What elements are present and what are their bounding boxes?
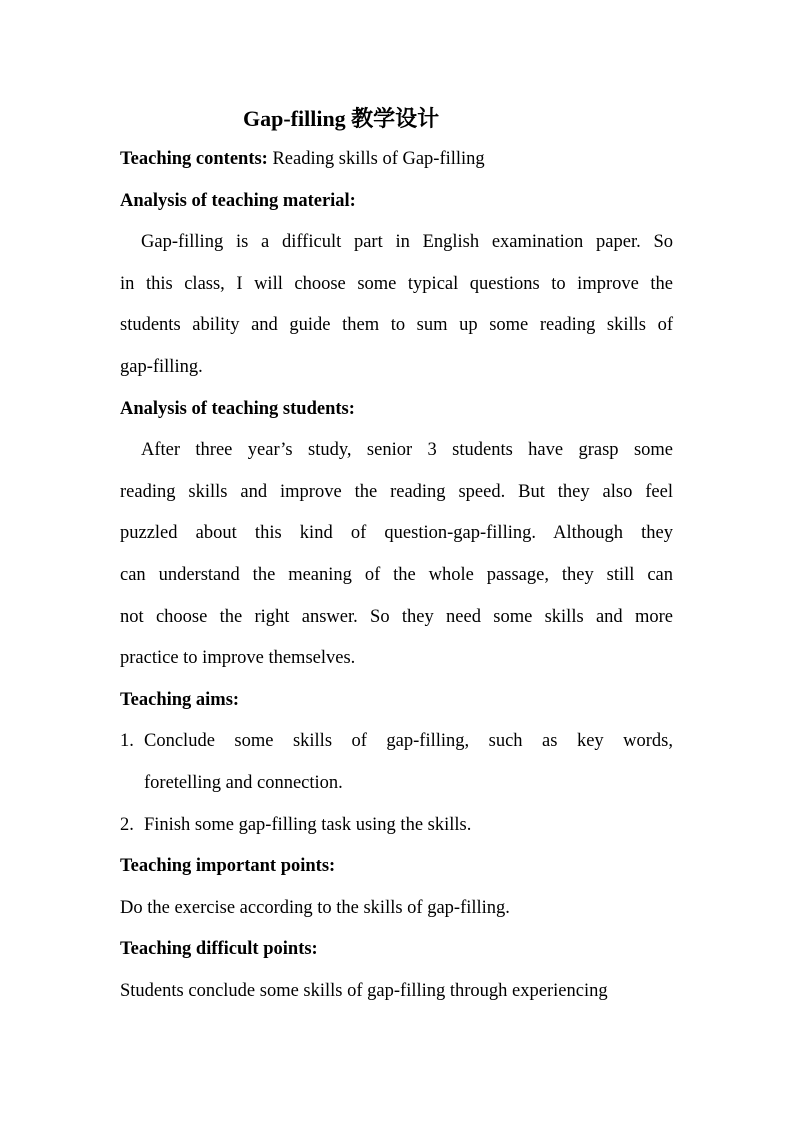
teaching-contents-line bbox=[120, 146, 673, 172]
aim-item-1-number: 1. bbox=[120, 731, 134, 751]
aim-item-2-text: Finish some gap-filling task using the skills. bbox=[144, 815, 472, 835]
aim-item-2 bbox=[120, 812, 673, 838]
analysis-students-line-2: reading skills and improve the reading speed. But they also feel bbox=[120, 482, 673, 502]
analysis-students-line-6: practice to improve themselves. bbox=[120, 648, 356, 668]
analysis-students-line-3: puzzled about this kind of question-gap-filling. Although they bbox=[120, 523, 673, 543]
analysis-material-line-4: gap-filling. bbox=[120, 357, 203, 377]
analysis-material-line-2: in this class, I will choose some typical questions to improve the bbox=[120, 274, 673, 294]
aim-item-1-line-1: Conclude some skills of gap-filling, such as key words, bbox=[144, 731, 673, 751]
analysis-material-heading: Analysis of teaching material: bbox=[120, 191, 356, 211]
important-points-heading: Teaching important points: bbox=[120, 856, 336, 876]
teaching-contents-value: Reading skills of Gap-filling bbox=[267, 149, 485, 169]
analysis-material-line-3: students ability and guide them to sum up some reading skills of bbox=[120, 315, 673, 335]
teaching-contents-label: Teaching contents: bbox=[120, 149, 268, 169]
document-title: Gap-filling 教学设计 bbox=[243, 106, 440, 131]
analysis-students-line-1: After three year’s study, senior 3 students have grasp some bbox=[141, 440, 673, 460]
teaching-aims-heading: Teaching aims: bbox=[120, 690, 240, 710]
aim-item-2-number: 2. bbox=[120, 815, 134, 835]
analysis-students-line-4: can understand the meaning of the whole passage, they still can bbox=[120, 565, 673, 585]
important-points-text: Do the exercise according to the skills of gap-filling. bbox=[120, 898, 510, 918]
analysis-students-line-5: not choose the right answer. So they need some skills and more bbox=[120, 607, 673, 627]
analysis-material-line-1: Gap-filling is a difficult part in English examination paper. So bbox=[141, 232, 673, 252]
difficult-points-text: Students conclude some skills of gap-filling through experiencing bbox=[120, 981, 608, 1001]
analysis-students-heading: Analysis of teaching students: bbox=[120, 399, 355, 419]
difficult-points-heading: Teaching difficult points: bbox=[120, 939, 318, 959]
aim-item-1-line-2: foretelling and connection. bbox=[144, 773, 343, 793]
